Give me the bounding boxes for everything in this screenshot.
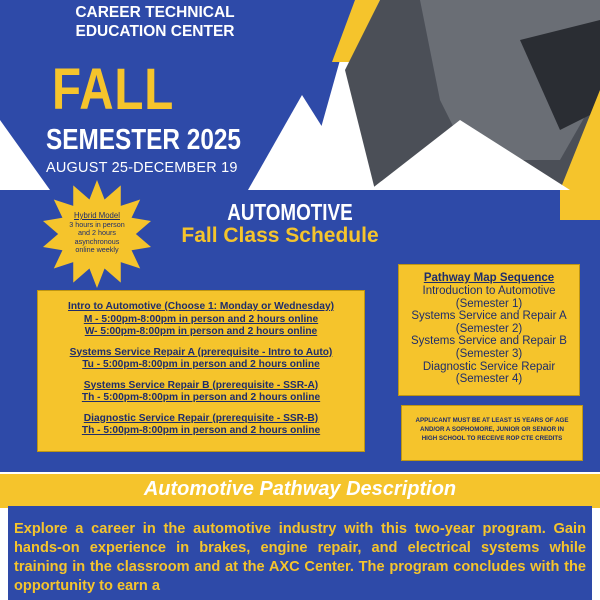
pathway-item: (Semester 1): [455, 297, 523, 310]
pathway-item: Systems Service and Repair A: [411, 310, 567, 323]
pathway-item: Systems Service and Repair B: [411, 335, 567, 348]
hybrid-title: Hybrid Model: [74, 211, 120, 220]
course-time: M - 5:00pm-8:00pm in person and 2 hours online: [83, 313, 319, 325]
schedule-course: [38, 301, 364, 339]
hybrid-line-1: 3 hours in person: [69, 219, 125, 229]
org-line-2: EDUCATION CENTER: [75, 23, 235, 40]
pathway-item: (Semester 4): [455, 373, 523, 386]
applicant-notice: [401, 405, 583, 461]
description-title: Automotive Pathway Description: [143, 478, 457, 500]
pathway-item: Diagnostic Service Repair: [422, 360, 556, 373]
course-time: Th - 5:00pm-8:00pm in person and 2 hours online: [81, 425, 321, 436]
hybrid-line-2: and 2 hours: [78, 228, 116, 238]
notice-line: APPLICANT MUST BE AT LEAST 15 YEARS OF AGE: [415, 417, 569, 424]
hybrid-model-text: [55, 212, 139, 255]
fall-heading: FALL: [52, 57, 175, 122]
pathway-title: Pathway Map Sequence: [423, 272, 555, 284]
org-line-1: CAREER TECHNICAL: [75, 4, 235, 21]
program-subtitle: Fall Class Schedule: [181, 224, 379, 247]
schedule-course: [38, 380, 364, 405]
hybrid-line-4: online weekly: [75, 245, 119, 255]
semester-dates: AUGUST 25-DECEMBER 19: [46, 160, 238, 176]
pathway-item: (Semester 2): [455, 322, 523, 335]
course-title: Systems Service Repair A (prerequisite - Intro to Auto): [69, 346, 333, 358]
course-time: Th - 5:00pm-8:00pm in person and 2 hours online: [81, 392, 321, 403]
hybrid-line-3: asynchronous: [74, 236, 120, 246]
semester-heading: SEMESTER 2025: [46, 124, 241, 156]
org-name: [0, 3, 310, 41]
course-time: W- 5:00pm-8:00pm in person and 2 hours online: [84, 326, 318, 337]
schedule-course: [38, 413, 364, 438]
class-schedule-box: [37, 290, 365, 452]
notice-line: AND/OR A SOPHOMORE, JUNIOR OR SENIOR IN: [420, 426, 564, 433]
course-title: Intro to Automotive (Choose 1: Monday or Wednesday): [67, 301, 335, 312]
course-title: Systems Service Repair B (prerequisite - SSR-A): [83, 379, 319, 391]
program-title: AUTOMOTIVE: [227, 199, 353, 225]
description-body: Explore a career in the automotive industry with this two-year program. Gain hands-on experience in brakes, engine repair, and electrical systems while training in the classroom and at the AXC Center. The program concludes with the opportunity to earn a: [14, 521, 586, 594]
course-time: Tu - 5:00pm-8:00pm in person and 2 hours online: [82, 359, 320, 370]
pathway-map-box: [398, 264, 580, 396]
schedule-course: [38, 347, 364, 372]
notice-line: HIGH SCHOOL TO RECEIVE ROP CTE CREDITS: [421, 435, 563, 442]
pathway-item: (Semester 3): [455, 347, 523, 360]
pathway-item: Introduction to Automotive: [422, 285, 556, 297]
course-title: Diagnostic Service Repair (prerequisite - SSR-B): [83, 412, 319, 424]
